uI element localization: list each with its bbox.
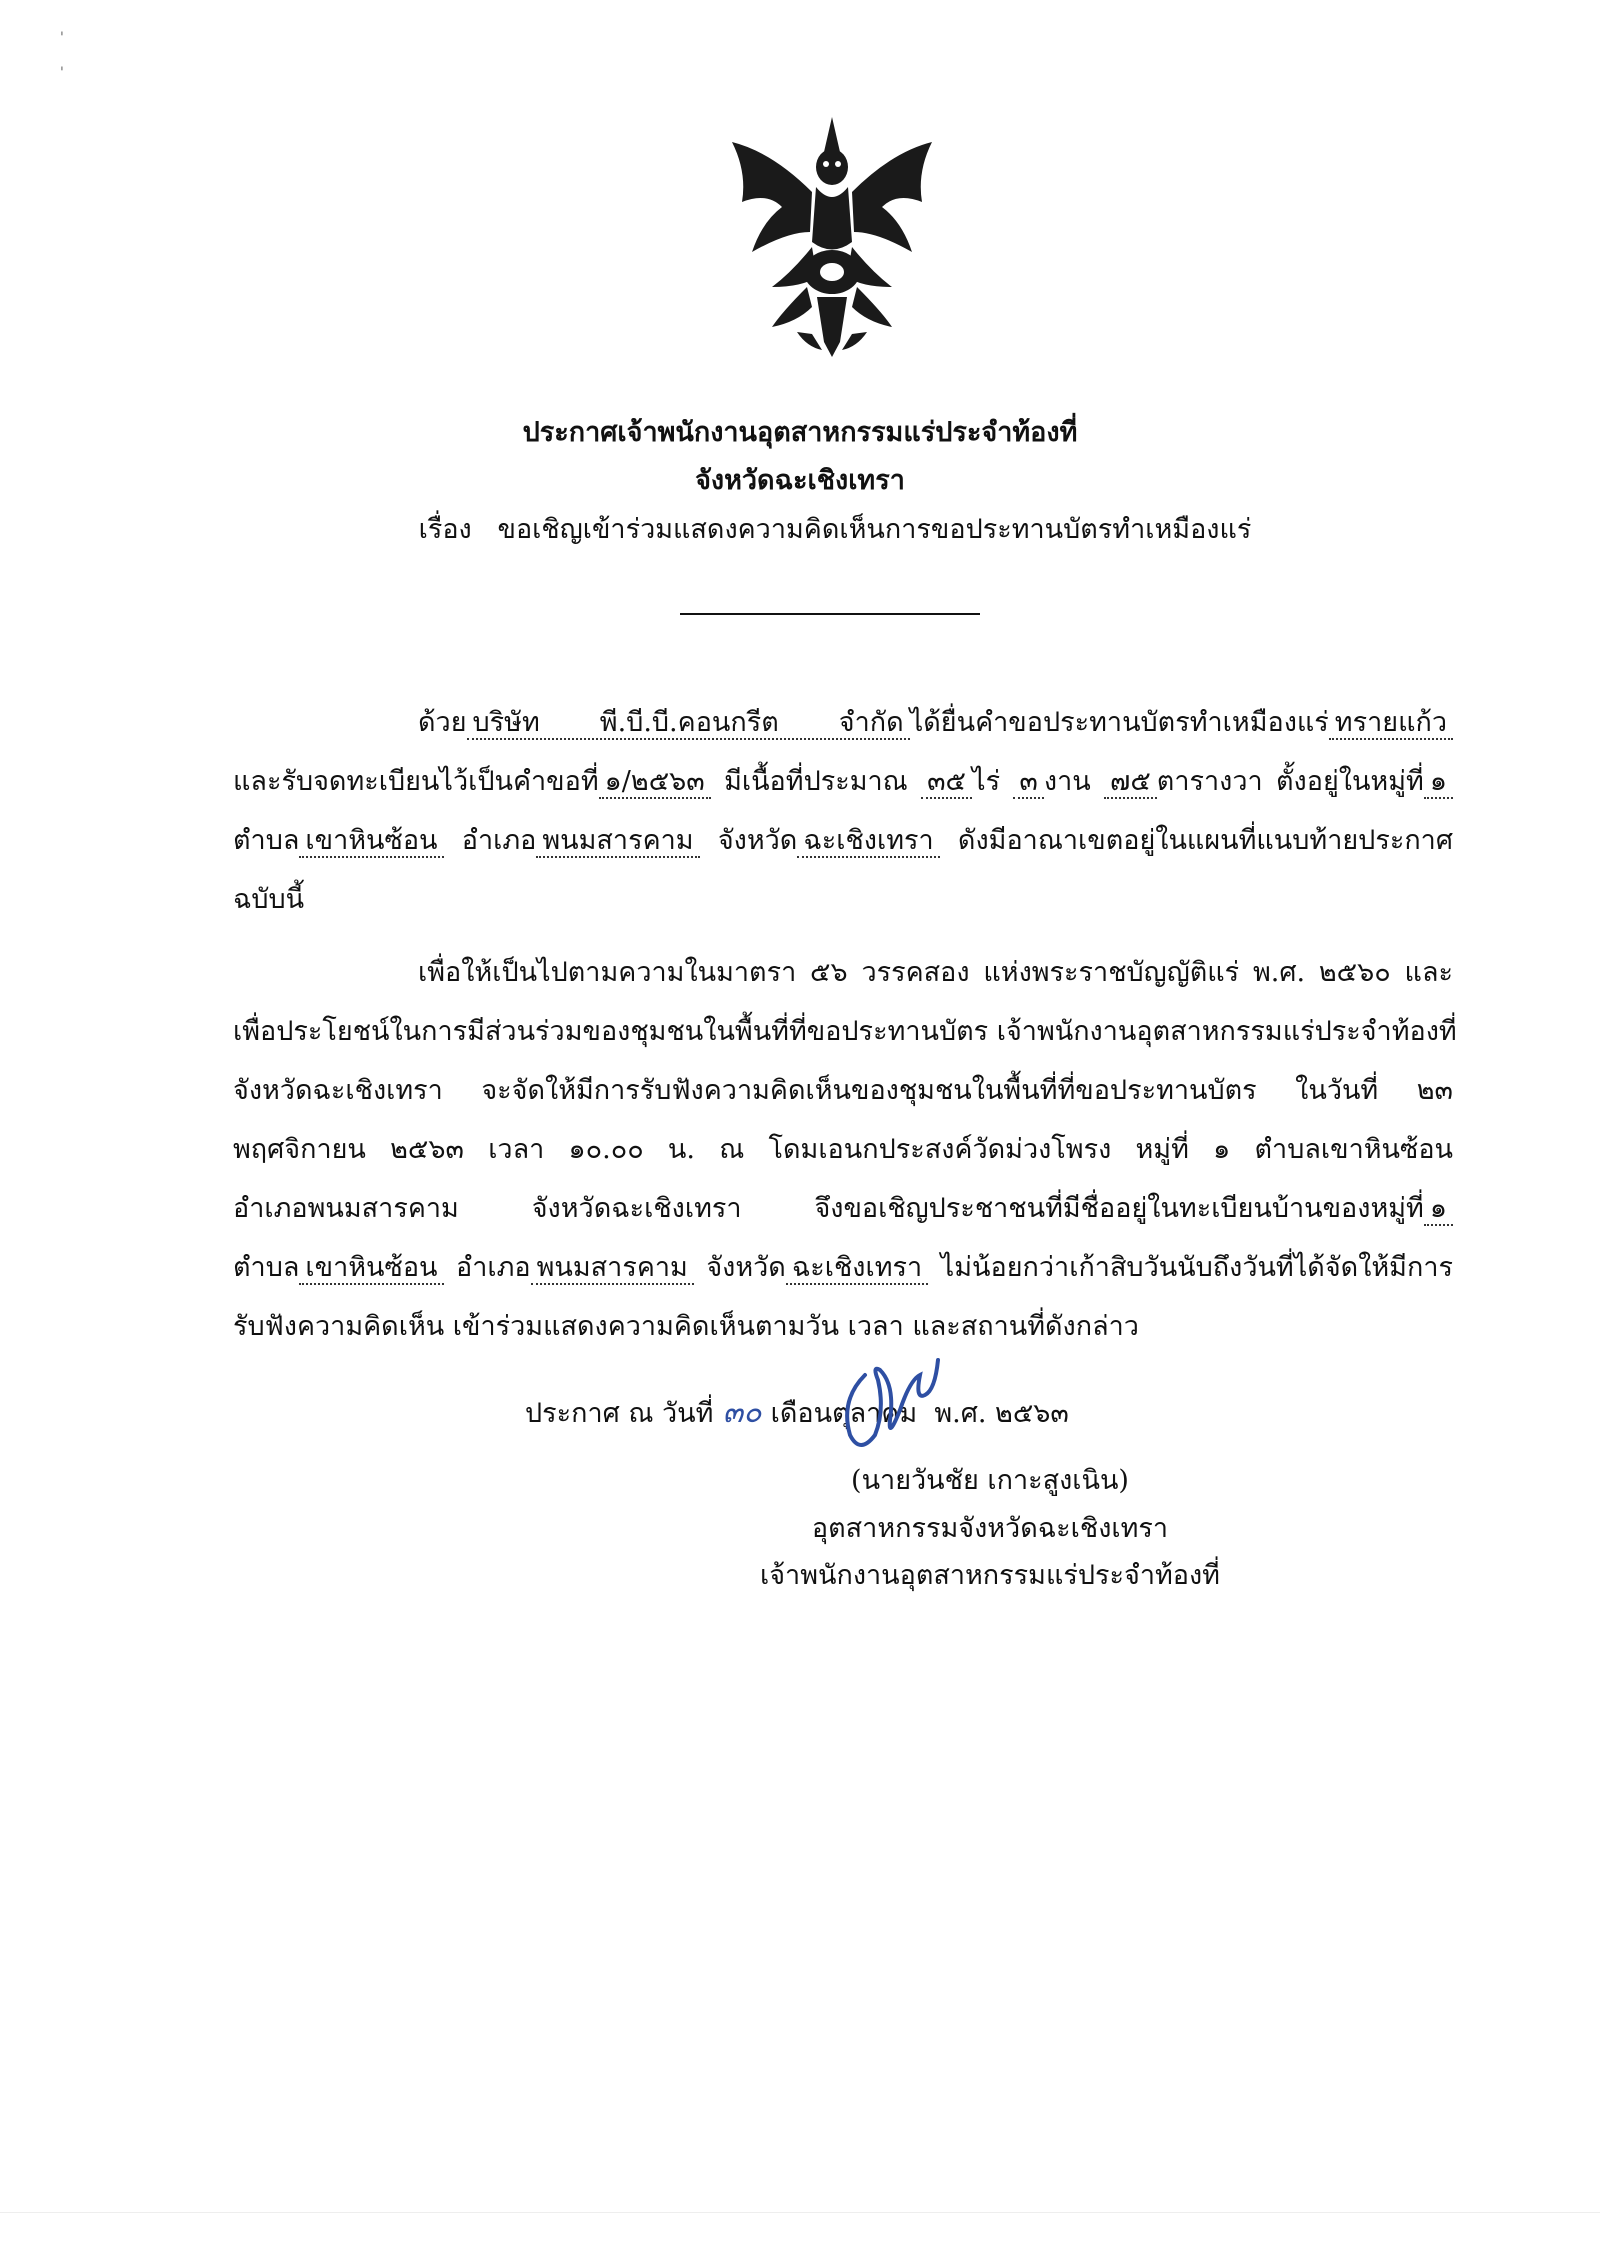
ngan-unit: งาน [1043,766,1091,797]
para2-line6-tail: ไม่น้อยกว่าเก้าสิบวันนับถึงวันที่ได้จัดให้มีการ [940,1252,1453,1283]
rai-unit: ไร่ [971,766,1001,797]
registered-text: และรับจดทะเบียนไว้เป็นคำขอที่ [233,766,599,797]
garuda-emblem [712,112,952,362]
para2-line2: เพื่อประโยชน์ในการมีส่วนร่วมของชุมชนในพื้นที่ที่ขอประทานบัตร เจ้าพนักงานอุตสาหกรรมแร่ประจำท้องที่ [233,1016,1457,1047]
announce-year: ๒๕๖๓ [995,1398,1069,1429]
para2-amphoe-label: อำเภอ [456,1252,531,1283]
province-field: ฉะเชิงเทรา [797,825,939,858]
announce-year-label: พ.ศ. [934,1398,987,1429]
para2-line5-text: อำเภอพนมสารคาม จังหวัดฉะเชิงเทรา จึงขอเชิญประชาชนที่มีชื่ออยู่ในทะเบียนบ้านของหมู่ที่ [233,1193,1424,1224]
wa-unit: ตารางวา [1156,766,1263,797]
para2-line7: รับฟังความคิดเห็น เข้าร่วมแสดงความคิดเห็นตามวัน เวลา และสถานที่ดังกล่าว [233,1311,1139,1342]
para1-line1 [418,700,1453,743]
located-text: ตั้งอยู่ในหมู่ที่ [1276,766,1424,797]
announce-date [525,1389,1069,1436]
rai-field: ๓๕ [921,766,972,799]
para2-province-field: ฉะเชิงเทรา [786,1252,928,1285]
para2-line1: เพื่อให้เป็นไปตามความในมาตรา ๕๖ วรรคสอง แห่งพระราชบัญญัติแร่ พ.ศ. ๒๕๖๐ และ [418,957,1453,988]
para1-line4: ฉบับนี้ [233,884,305,915]
para2-tambon-field: เขาหินซ้อน [299,1252,443,1285]
title-divider [680,613,980,615]
para2-line6 [233,1245,1453,1288]
para1-line2 [233,759,1453,802]
para1-line3 [233,818,1453,861]
para2-line4: พฤศจิกายน ๒๕๖๓ เวลา ๑๐.๐๐ น. ณ โดมเอนกประสงค์วัดม่วงโพรง หมู่ที่ ๑ ตำบลเขาหินซ้อน [233,1134,1453,1165]
tambon-label: ตำบล [233,825,300,856]
moo-field: ๑ [1424,766,1453,799]
area-label: มีเนื้อที่ประมาณ [724,766,908,797]
para2-line3: จังหวัดฉะเชิงเทรา จะจัดให้มีการรับฟังความคิดเห็นของชุมชนในพื้นที่ที่ขอประทานบัตร ในวันที่ ๒๓ [233,1075,1453,1106]
request-no-field: ๑/๒๕๖๓ [599,766,711,799]
signatory-name: (นายวันชัย เกาะสูงเนิน) [851,1465,1129,1496]
mineral-field: ทรายแก้ว [1329,707,1453,740]
wa-field: ๗๕ [1104,766,1157,799]
scan-speck: ' [60,65,64,81]
para2-tambon-label: ตำบล [233,1252,300,1283]
scan-speck: ' [60,30,64,46]
filed-text: ได้ยื่นคำขอประทานบัตรทำเหมืองแร่ [909,707,1329,738]
subject-text: ขอเชิญเข้าร่วมแสดงความคิดเห็นการขอประทานบัตรทำเหมืองแร่ [497,514,1252,545]
para2-amphoe-field: พนมสารคาม [531,1252,694,1285]
announce-prefix: ประกาศ ณ วันที่ [525,1398,714,1429]
announce-day: ๓๐ [722,1395,762,1430]
ngan-field: ๓ [1013,766,1043,799]
title-line-2: จังหวัดฉะเชิงเทรา [695,465,905,496]
company-field: บริษัท พี.บี.บี.คอนกรีต จำกัด [467,707,910,740]
tambon-field: เขาหินซ้อน [299,825,443,858]
by-label: ด้วย [418,707,467,738]
handwritten-signature [820,1340,970,1460]
scan-edge [0,2212,1600,2213]
boundary-text: ดังมีอาณาเขตอยู่ในแผนที่แนบท้ายประกาศ [957,825,1453,856]
signatory-position-1: อุตสาหกรรมจังหวัดฉะเชิงเทรา [811,1513,1169,1544]
para2-province-label: จังหวัด [706,1252,786,1283]
subject-line [0,507,1600,550]
para2-moo-field: ๑ [1424,1193,1453,1226]
amphoe-label: อำเภอ [461,825,537,856]
para2-line5 [233,1186,1453,1229]
subject-label: เรื่อง [418,514,472,545]
province-label: จังหวัด [717,825,798,856]
signatory-position-2: เจ้าพนักงานอุตสาหกรรมแร่ประจำท้องที่ [760,1560,1220,1591]
title-line-1: ประกาศเจ้าพนักงานอุตสาหกรรมแร่ประจำท้องที่ [522,417,1078,448]
announce-month: เดือนตุลาคม [770,1398,918,1429]
amphoe-field: พนมสารคาม [536,825,699,858]
